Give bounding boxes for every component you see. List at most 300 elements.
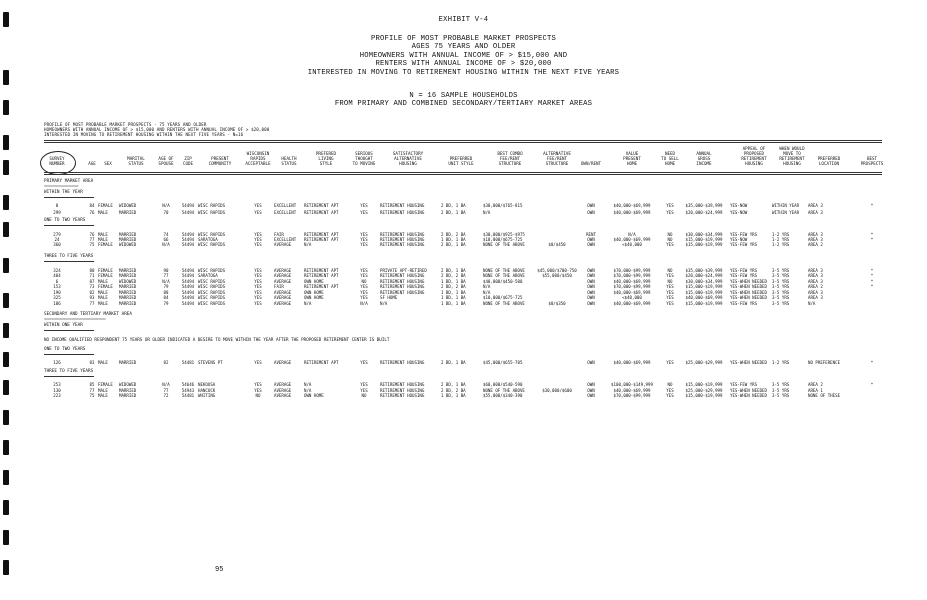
cell-community: SARATOGA bbox=[198, 237, 218, 242]
cell-sex: FEMALE bbox=[98, 203, 113, 208]
cell-satisfactory: RETIREMENT HOUSING bbox=[380, 290, 425, 295]
cell-survey: 8 bbox=[55, 203, 59, 208]
cell-serious: YES bbox=[360, 210, 368, 215]
binding-hole bbox=[3, 160, 9, 175]
cell-income: $15,000-$19,999 bbox=[685, 284, 723, 289]
cell-combo: NONE OF THE ABOVE bbox=[483, 268, 525, 273]
cell-sell: YES bbox=[666, 273, 674, 278]
binding-hole bbox=[3, 500, 9, 515]
cell-marital: MARRIED bbox=[119, 284, 137, 289]
cell-age_spouse: N/A bbox=[162, 242, 170, 247]
cell-age: 87 bbox=[89, 279, 95, 284]
cell-sell: YES bbox=[666, 203, 674, 208]
subsection-rule bbox=[44, 354, 94, 355]
cell-income: $25,000-$29,999 bbox=[685, 360, 723, 365]
section-primary-underline: =================== bbox=[44, 184, 79, 188]
section-primary-market: PRIMARY MARKET AREA bbox=[44, 179, 94, 184]
cell-zip: 54494 bbox=[181, 210, 195, 215]
cell-unit: 2 BD, 2 BA bbox=[441, 388, 466, 393]
cell-age: 75 bbox=[89, 393, 95, 398]
subsection-rule bbox=[44, 376, 94, 377]
cell-unit: 2 BD, 2 BA bbox=[441, 284, 466, 289]
cell-zip: 54494 bbox=[181, 242, 195, 247]
cell-survey: 404 bbox=[53, 273, 61, 278]
cell-combo: $45,000/$655-705 bbox=[483, 360, 523, 365]
cell-sell: NO bbox=[667, 268, 673, 273]
cell-when: 3-5 YRS bbox=[772, 388, 790, 393]
cell-wisconsin: YES bbox=[254, 210, 262, 215]
cell-unit: 2 BD, 1 BA bbox=[441, 360, 466, 365]
cell-income: $35,000-$39,999 bbox=[685, 203, 723, 208]
column-header-text: SATISFACTORY bbox=[392, 151, 424, 157]
cell-unit: 1 BD, 1 BA bbox=[441, 290, 466, 295]
cell-wisconsin: YES bbox=[254, 360, 262, 365]
cell-own: OWN bbox=[587, 237, 595, 242]
cell-living: RETIREMENT APT bbox=[304, 268, 339, 273]
cell-age_spouse: 74 bbox=[163, 232, 169, 237]
cell-income: $15,000-$19,999 bbox=[685, 382, 723, 387]
cell-health: AVERAGE bbox=[274, 382, 292, 387]
cell-community: WISC RAPIDS bbox=[198, 301, 226, 306]
cell-age_spouse: N/A bbox=[162, 203, 170, 208]
subsection-rule bbox=[44, 261, 94, 262]
cell-marital: MARRIED bbox=[119, 290, 137, 295]
column-header-marital bbox=[119, 157, 153, 167]
cell-zip: 54481 bbox=[181, 360, 195, 365]
cell-own: OWN bbox=[587, 210, 595, 215]
column-header-health bbox=[274, 157, 304, 167]
cell-marital: MARRIED bbox=[119, 301, 137, 306]
cell-marital: MARRIED bbox=[119, 210, 137, 215]
cell-satisfactory: RETIREMENT HOUSING bbox=[380, 388, 425, 393]
subsection-three-five-years: THREE TO FIVE YEARS bbox=[44, 254, 94, 259]
cell-location: AREA 3 bbox=[808, 210, 823, 215]
column-header-text: ANNUAL bbox=[696, 151, 712, 157]
cell-age: 77 bbox=[89, 237, 95, 242]
column-header-location bbox=[808, 157, 850, 167]
cell-serious: YES bbox=[360, 295, 368, 300]
cell-appeal: YES-NOW bbox=[730, 210, 748, 215]
cell-combo: N/A bbox=[483, 210, 491, 215]
cell-alt: $0/$350 bbox=[548, 301, 566, 306]
title-lines-line: PROFILE OF MOST PROBABLE MARKET PROSPECTS bbox=[370, 35, 557, 43]
cell-income: $15,000-$19,999 bbox=[685, 290, 723, 295]
cell-appeal: YES-WHEN NEEDED bbox=[730, 393, 767, 398]
subsection-within-one-year: WITHIN ONE YEAR bbox=[44, 323, 83, 328]
column-header-text: HOME bbox=[626, 161, 638, 167]
column-header-text: SERIOUS bbox=[355, 151, 373, 157]
cell-combo: $40,000/$450-500 bbox=[483, 279, 523, 284]
cell-health: AVERAGE bbox=[274, 268, 292, 273]
cell-satisfactory: RETIREMENT HOUSING bbox=[380, 360, 425, 365]
cell-sell: NO bbox=[667, 232, 673, 237]
cell-location: AREA 2 bbox=[808, 242, 823, 247]
section-secondary-market: SECONDARY AND TERTIARY MARKET AREA bbox=[44, 312, 132, 317]
cell-sex: MALE bbox=[98, 279, 108, 284]
cell-age: 85 bbox=[89, 382, 95, 387]
cell-community: WISC RAPIDS bbox=[198, 279, 226, 284]
cell-satisfactory: RETIREMENT HOUSING bbox=[380, 273, 425, 278]
column-header-age_spouse bbox=[154, 157, 178, 167]
table-row bbox=[0, 242, 927, 247]
cell-zip: 54494 bbox=[181, 301, 195, 306]
cell-appeal: YES-NOW bbox=[730, 237, 748, 242]
binding-hole bbox=[3, 135, 9, 150]
column-header-appeal bbox=[730, 147, 778, 167]
cell-income: $40,000-$69,999 bbox=[685, 295, 723, 300]
column-header-text: NUMBER bbox=[49, 161, 65, 167]
column-header-survey bbox=[42, 157, 72, 167]
cell-when: 3-5 YRS bbox=[772, 279, 790, 284]
cell-age_spouse: 79 bbox=[163, 284, 169, 289]
cell-marital: WIDOWED bbox=[119, 203, 137, 208]
section-secondary-underline: ================================== bbox=[44, 317, 106, 321]
cell-wisconsin: YES bbox=[254, 242, 262, 247]
cell-community: WHITING bbox=[198, 393, 216, 398]
cell-location: AREA 3 bbox=[808, 273, 823, 278]
cell-combo: N/A bbox=[483, 284, 491, 289]
cell-location: N/A bbox=[808, 301, 816, 306]
column-header-best bbox=[857, 157, 887, 167]
cell-appeal: YES-WHEN NEEDED bbox=[730, 279, 767, 284]
cell-age_spouse: 77 bbox=[163, 273, 169, 278]
cell-value: N/A bbox=[628, 232, 636, 237]
cell-health: EXCELLENT bbox=[274, 237, 297, 242]
title-lines-line: HOMEOWNERS WITH ANNUAL INCOME OF > $15,000 AND bbox=[359, 51, 568, 60]
cell-living: RETIREMENT APT bbox=[304, 237, 339, 242]
column-header-text: MARITAL bbox=[127, 156, 145, 162]
column-header-text: STATUS bbox=[128, 161, 144, 167]
cell-zip: 54943 bbox=[181, 388, 195, 393]
cell-health: FAIR bbox=[274, 232, 284, 237]
column-header-text: PREFERRED bbox=[449, 156, 473, 162]
table-row bbox=[0, 203, 927, 208]
cell-satisfactory: RETIREMENT HOUSING bbox=[380, 237, 425, 242]
cell-age: 71 bbox=[89, 273, 95, 278]
cell-unit: 2 BD, 2 BA bbox=[441, 273, 466, 278]
table-header-caption bbox=[44, 122, 269, 137]
cell-community: WISC RAPIDS bbox=[198, 203, 226, 208]
cell-satisfactory: SF HOME bbox=[380, 295, 398, 300]
cell-zip: 54481 bbox=[181, 393, 195, 398]
column-header-text: ALTERNATIVE bbox=[543, 151, 571, 157]
cell-income: $25,000-$29,999 bbox=[685, 388, 723, 393]
cell-serious: YES bbox=[360, 203, 368, 208]
cell-living: RETIREMENT APT bbox=[304, 232, 339, 237]
cell-health: FAIR bbox=[274, 284, 284, 289]
secondary-note: NO INCOME QUALIFIED RESPONDENT 75 YEARS OR OLDER INDICATED A DESIRE TO MOVE WITHIN THE YEAR AFTER THE PROPOSED RETIREMENT CENTER IS BUILT bbox=[44, 337, 390, 342]
cell-income: $15,000-$19,999 bbox=[685, 393, 723, 398]
cell-location: NONE OF THESE bbox=[808, 393, 841, 398]
cell-location: AREA 2 bbox=[808, 382, 823, 387]
cell-living: OWN HOME bbox=[304, 295, 324, 300]
cell-alt: $45,000/$700-750 bbox=[537, 268, 577, 273]
cell-age_spouse: 66 bbox=[163, 237, 169, 242]
column-header-text: GROSS bbox=[697, 156, 711, 162]
column-header-text: WISCONSIN bbox=[246, 151, 270, 157]
cell-sex: MALE bbox=[98, 290, 108, 295]
page-number: 95 bbox=[215, 566, 224, 574]
cell-marital: MARRIED bbox=[119, 232, 137, 237]
cell-value: $40,000-$69,999 bbox=[613, 203, 651, 208]
cell-living: RETIREMENT APT bbox=[304, 273, 339, 278]
cell-age_spouse: 82 bbox=[163, 360, 169, 365]
cell-serious: NO bbox=[361, 393, 367, 398]
cell-zip: 54494 bbox=[181, 268, 195, 273]
cell-satisfactory: RETIREMENT HOUSING bbox=[380, 382, 425, 387]
column-header-text: RETIREMENT bbox=[741, 156, 767, 162]
cell-combo: $10,000/$675-725 bbox=[483, 295, 523, 300]
cell-unit: 1 BD, 1 BA bbox=[441, 295, 466, 300]
cell-satisfactory: RETIREMENT HOUSING bbox=[380, 284, 425, 289]
cell-alt: $55,000/$450 bbox=[542, 273, 572, 278]
cell-location: AREA 1 bbox=[808, 388, 823, 393]
cell-when: 3-5 YRS bbox=[772, 295, 790, 300]
cell-when: 3-5 YRS bbox=[772, 284, 790, 289]
cell-unit: 1 BD, 1 BA bbox=[441, 237, 466, 242]
column-header-text: MOVE TO bbox=[783, 151, 801, 157]
cell-income: $35,000-$39,999 bbox=[685, 268, 723, 273]
cell-health: AVERAGE bbox=[274, 360, 292, 365]
cell-survey: 153 bbox=[53, 284, 61, 289]
header-bottom-rule bbox=[44, 172, 882, 175]
cell-appeal: YES-WHEN NEEDED bbox=[730, 360, 767, 365]
cell-serious: YES bbox=[360, 382, 368, 387]
column-header-text: STRUCTURE bbox=[498, 161, 522, 167]
cell-marital: WIDOWED bbox=[119, 279, 137, 284]
cell-community: WISC RAPIDS bbox=[198, 268, 226, 273]
column-header-text: ACCEPTABLE bbox=[245, 161, 271, 167]
cell-survey: 325 bbox=[53, 295, 61, 300]
column-header-text: PREFERED bbox=[315, 151, 337, 157]
cell-survey: 126 bbox=[53, 360, 61, 365]
cell-marital: MARRIED bbox=[119, 295, 137, 300]
cell-location: AREA 3 bbox=[808, 295, 823, 300]
cell-unit: 2 BD, 1 BA bbox=[441, 268, 466, 273]
cell-survey: 299 bbox=[53, 210, 61, 215]
cell-appeal: YES-FEW YRS bbox=[730, 268, 758, 273]
cell-sex: FEMALE bbox=[98, 273, 113, 278]
cell-community: SARATOGA bbox=[198, 273, 218, 278]
cell-age_spouse: 70 bbox=[163, 210, 169, 215]
cell-serious: NO bbox=[361, 279, 367, 284]
cell-location: AREA 3 bbox=[808, 268, 823, 273]
cell-appeal: YES-NOW bbox=[730, 203, 748, 208]
cell-health: EXCELLENT bbox=[274, 210, 297, 215]
cell-living: OWN HOME bbox=[304, 290, 324, 295]
cell-health: AVERAGE bbox=[274, 295, 292, 300]
cell-serious: YES bbox=[360, 237, 368, 242]
cell-community: WISC RAPIDS bbox=[198, 210, 226, 215]
cell-location: AREA 3 bbox=[808, 232, 823, 237]
cell-sex: FEMALE bbox=[98, 242, 113, 247]
cell-unit: 2 BD, 1 BA bbox=[441, 382, 466, 387]
table-row bbox=[0, 295, 927, 300]
cell-combo: $30,000/$765-815 bbox=[483, 203, 523, 208]
cell-when: 1-2 YRS bbox=[772, 237, 790, 242]
column-header-satisfactory bbox=[380, 152, 436, 167]
cell-community: WISC RAPIDS bbox=[198, 295, 226, 300]
cell-best: * bbox=[870, 279, 874, 284]
cell-age: 77 bbox=[89, 301, 95, 306]
cell-wisconsin: YES bbox=[254, 284, 262, 289]
cell-age: 77 bbox=[89, 388, 95, 393]
cell-own: OWN bbox=[587, 388, 595, 393]
cell-value: $100,000-$149,999 bbox=[611, 382, 653, 387]
cell-wisconsin: YES bbox=[254, 382, 262, 387]
cell-best: * bbox=[870, 382, 874, 387]
cell-marital: WIDOWED bbox=[119, 242, 137, 247]
cell-health: AVERAGE bbox=[274, 273, 292, 278]
column-header-text: COMMUNITY bbox=[208, 161, 232, 167]
cell-survey: 279 bbox=[53, 232, 61, 237]
cell-when: 1-2 YRS bbox=[772, 242, 790, 247]
cell-living: RETIREMENT APT bbox=[304, 360, 339, 365]
cell-satisfactory: RETIREMENT HOUSING bbox=[380, 279, 425, 284]
cell-marital: MARRIED bbox=[119, 360, 137, 365]
cell-value: $70,000-$99,999 bbox=[613, 284, 651, 289]
cell-best: * bbox=[870, 284, 874, 289]
column-header-text: ALTERNATIVE bbox=[394, 156, 422, 162]
binding-hole bbox=[3, 440, 9, 455]
cell-wisconsin: NO bbox=[255, 393, 261, 398]
cell-combo: N/A bbox=[483, 290, 491, 295]
cell-combo: NONE OF THE ABOVE bbox=[483, 301, 525, 306]
cell-community: HANCOCK bbox=[198, 388, 216, 393]
cell-sell: NO bbox=[667, 279, 673, 284]
title-lines-line: RENTERS WITH ANNUAL INCOME OF > $20,000 bbox=[375, 60, 552, 69]
cell-own: OWN bbox=[587, 290, 595, 295]
column-header-text: BEST bbox=[866, 156, 878, 162]
cell-health: AVERAGE bbox=[274, 242, 292, 247]
column-header-text: SURVEY bbox=[49, 156, 65, 162]
cell-age: 76 bbox=[89, 210, 95, 215]
column-header-text: WHEN WOULD bbox=[779, 146, 805, 152]
cell-living: RETIREMENT APT bbox=[304, 284, 339, 289]
cell-sell: NO bbox=[667, 237, 673, 242]
column-header-text: STYLE bbox=[319, 161, 333, 167]
cell-zip: 54494 bbox=[181, 232, 195, 237]
cell-own: OWN bbox=[587, 242, 595, 247]
cell-age_spouse: N/A bbox=[162, 279, 170, 284]
cell-community: WISC RAPIDS bbox=[198, 242, 226, 247]
cell-age_spouse: 77 bbox=[163, 388, 169, 393]
cell-serious: N/A bbox=[360, 301, 368, 306]
cell-zip: 54494 bbox=[181, 203, 195, 208]
cell-own: OWN bbox=[587, 203, 595, 208]
cell-location: NO PREFERENCE bbox=[808, 360, 841, 365]
cell-wisconsin: YES bbox=[254, 232, 262, 237]
cell-living: N/A bbox=[304, 388, 312, 393]
cell-income: $30,000-$34,999 bbox=[685, 232, 723, 237]
cell-health: AVERAGE bbox=[274, 301, 292, 306]
column-header-text: SPOUSE bbox=[158, 161, 174, 167]
small-header-line: HOMEOWNERS WITH ANNUAL INCOME OF > $15,000 AND RENTERS WITH ANNUAL INCOME OF > $20,000 bbox=[44, 127, 270, 132]
cell-health: EXCELLENT bbox=[274, 203, 297, 208]
cell-zip: 54494 bbox=[181, 279, 195, 284]
column-header-text: HOUSING bbox=[745, 161, 763, 167]
cell-combo: NONE OF THE ABOVE bbox=[483, 242, 525, 247]
column-header-wisconsin bbox=[242, 152, 274, 167]
cell-zip: 54494 bbox=[181, 290, 195, 295]
cell-when: 1-2 YRS bbox=[772, 232, 790, 237]
cell-survey: 360 bbox=[53, 242, 61, 247]
cell-health: AVERAGE bbox=[274, 279, 292, 284]
cell-age_spouse: 88 bbox=[163, 290, 169, 295]
cell-value: <$40,000 bbox=[622, 242, 642, 247]
column-header-own bbox=[576, 162, 606, 167]
cell-sell: YES bbox=[666, 295, 674, 300]
cell-age_spouse: 72 bbox=[163, 393, 169, 398]
sample-lines-line: FROM PRIMARY AND COMBINED SECONDARY/TERTIARY MARKET AREAS bbox=[334, 100, 593, 109]
cell-community: WISC RAPIDS bbox=[198, 232, 226, 237]
column-header-text: UNIT STYLE bbox=[448, 161, 474, 167]
column-header-income bbox=[681, 152, 727, 167]
cell-value: <$40,000 bbox=[622, 295, 642, 300]
cell-survey: 24 bbox=[54, 237, 60, 242]
subsection-rule bbox=[44, 225, 94, 226]
cell-community: NEKOOSA bbox=[198, 382, 216, 387]
cell-marital: MARRIED bbox=[119, 393, 137, 398]
cell-health: AVERAGE bbox=[274, 388, 292, 393]
cell-living: N/A bbox=[304, 382, 312, 387]
table-row bbox=[0, 210, 927, 215]
cell-serious: YES bbox=[360, 242, 368, 247]
cell-appeal: YES-FEW YRS bbox=[730, 242, 758, 247]
cell-sex: MALE bbox=[98, 210, 108, 215]
cell-value: $70,000-$99,999 bbox=[613, 268, 651, 273]
column-header-text: PROPOSED bbox=[743, 151, 765, 157]
cell-survey: 186 bbox=[53, 301, 61, 306]
cell-income: $15,000-$19,999 bbox=[685, 242, 723, 247]
cell-marital: WIDOWED bbox=[119, 382, 137, 387]
column-header-text: OWN/RENT bbox=[580, 161, 602, 167]
cell-living: N/A bbox=[304, 301, 312, 306]
cell-income: $15,000-$19,999 bbox=[685, 237, 723, 242]
column-header-unit bbox=[441, 157, 481, 167]
cell-value: $40,000-$69,999 bbox=[613, 237, 651, 242]
cell-survey: 6 bbox=[55, 279, 59, 284]
column-header-text: PROSPECTS bbox=[860, 161, 884, 167]
cell-zip: 54494 bbox=[181, 295, 195, 300]
column-header-text: LIVING bbox=[318, 156, 334, 162]
cell-best: * bbox=[870, 237, 874, 242]
cell-alt: $0/$450 bbox=[548, 242, 566, 247]
cell-living: RETIREMENT APT bbox=[304, 203, 339, 208]
cell-marital: MARRIED bbox=[119, 273, 137, 278]
cell-when: 3-5 YRS bbox=[772, 382, 790, 387]
table-row bbox=[0, 382, 927, 387]
title-lines-line: INTERESTED IN MOVING TO RETIREMENT HOUSING WITHIN THE NEXT FIVE YEARS bbox=[307, 68, 620, 77]
cell-sell: YES bbox=[666, 290, 674, 295]
cell-location: AREA 3 bbox=[808, 237, 823, 242]
column-header-text: LOCATION bbox=[818, 161, 840, 167]
column-header-text: FEE/RENT bbox=[499, 156, 521, 162]
cell-wisconsin: YES bbox=[254, 388, 262, 393]
cell-when: WITHIN YEAR bbox=[772, 210, 800, 215]
cell-best: * bbox=[870, 360, 874, 365]
cell-age: 93 bbox=[89, 295, 95, 300]
cell-value: $40,000-$69,999 bbox=[613, 301, 651, 306]
cell-serious: YES bbox=[360, 360, 368, 365]
cell-location: AREA 3 bbox=[808, 290, 823, 295]
cell-sell: YES bbox=[666, 242, 674, 247]
binding-hole bbox=[3, 560, 9, 575]
cell-age: 73 bbox=[89, 284, 95, 289]
sample-description bbox=[0, 92, 927, 109]
title-lines-line: AGES 75 YEARS AND OLDER bbox=[411, 43, 516, 52]
cell-appeal: YES-FEW YRS bbox=[730, 273, 758, 278]
